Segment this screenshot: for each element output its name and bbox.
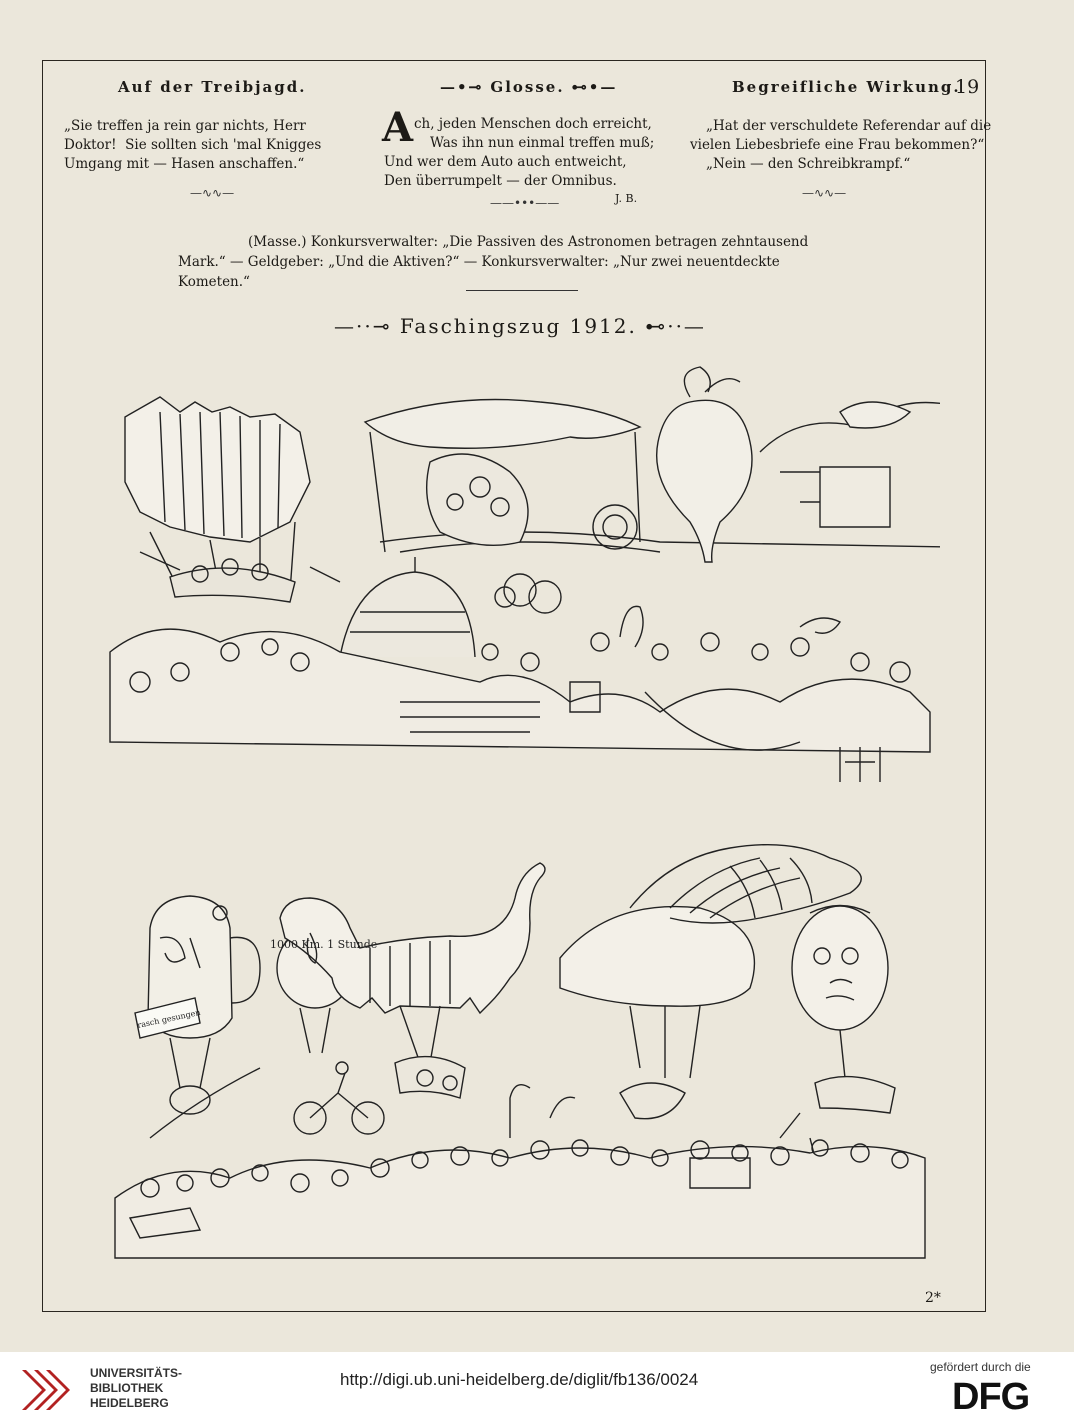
text-line: vielen Liebesbriefe eine Frau bekommen?“ [690, 137, 985, 153]
text-line: Doktor! Sie sollten sich 'mal Knigges [64, 137, 322, 153]
jug-sign-label: rasch gesungen [136, 1007, 202, 1030]
balloon-sign-label: 1000 Km. 1 Stunde [270, 938, 378, 951]
text-line: Kometen.“ [178, 274, 250, 290]
beer-jug-balloon [135, 896, 260, 1114]
text-line: (Masse.) Konkursverwalter: „Die Passiven des Astronomen betragen zehntausend [248, 234, 809, 250]
illustration-balloon-parade [110, 838, 930, 1268]
ornament-divider: —∿∿— [802, 186, 847, 200]
ornament-left: —··⊸ [334, 314, 400, 338]
text-line: „Hat der verschuldete Referendar auf die [706, 118, 992, 134]
heading-wirkung: Begreifliche Wirkung. [732, 78, 961, 96]
face-moon-balloon [780, 906, 895, 1159]
text-line: „Nein — den Schreibkrampf.“ [706, 156, 911, 172]
masse-paragraph [178, 232, 868, 292]
page-number: 19 [955, 76, 980, 98]
text-line: Und wer dem Auto auch entweicht, [384, 154, 627, 170]
section-title [330, 314, 710, 338]
text-line: Den überrumpelt — der Omnibus. [384, 173, 617, 189]
ornament-right: ⊷··— [636, 314, 706, 338]
signature: J. B. [615, 192, 638, 205]
funding-note: gefördert durch die [930, 1360, 1031, 1374]
dfg-logo: DFG [952, 1376, 1030, 1418]
heading-glosse-text: Glosse. [490, 78, 565, 96]
accordion-balloon [125, 397, 340, 602]
text-line: Was ihn nun einmal treffen muß; [430, 135, 655, 151]
section-title-text: Faschingszug 1912. [399, 314, 637, 338]
ornament-divider: ——•••—— [490, 196, 560, 210]
permalink-url[interactable]: http://digi.ub.uni-heidelberg.de/diglit/fb136/0024 [340, 1370, 699, 1389]
crowd-bottom [115, 1085, 925, 1258]
divider-rule [466, 290, 578, 291]
drop-initial: A [382, 104, 414, 151]
ornament-divider: —∿∿— [190, 186, 235, 200]
ornament-left: —•⊸ [440, 78, 491, 96]
heading-treibjagd: Auf der Treibjagd. [118, 78, 307, 96]
text-line: ch, jeden Menschen doch erreicht, [414, 116, 652, 132]
text-line: „Sie treffen ja rein gar nichts, Herr [64, 118, 306, 134]
turnip-balloon [657, 367, 752, 562]
library-name: UNIVERSITÄTS- BIBLIOTHEK HEIDELBERG [90, 1366, 183, 1410]
signature-mark: 2* [925, 1290, 941, 1306]
university-logo-icon [12, 1365, 72, 1415]
ornament-right: ⊷•— [564, 78, 618, 96]
heading-glosse [440, 78, 617, 96]
illustration-airship-parade [100, 352, 940, 787]
text-line: Mark.“ — Geldgeber: „Und die Aktiven?“ — Konkursverwalter: „Nur zwei neuentdeckte [178, 254, 780, 270]
text-line: Umgang mit — Hasen anschaffen.“ [64, 156, 305, 172]
